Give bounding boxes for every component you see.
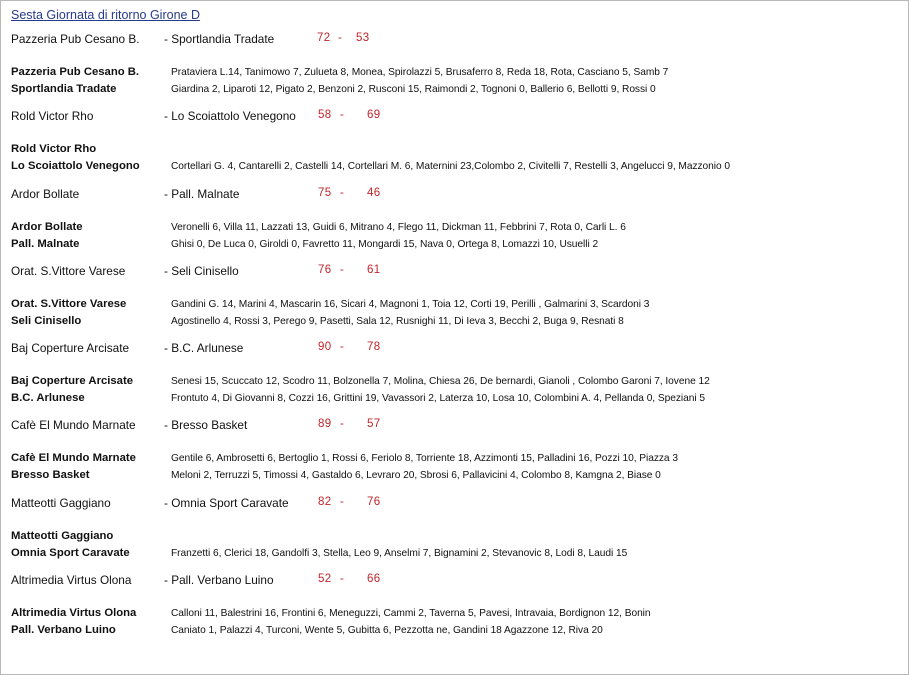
page-title[interactable]: Sesta Giornata di ritorno Girone D: [11, 8, 200, 22]
match-home-team: Matteotti Gaggiano: [11, 496, 111, 510]
team-name: Pazzeria Pub Cesano B.: [11, 66, 140, 78]
team-name: Cafè El Mundo Marnate: [11, 452, 136, 464]
match-away-team: - Omnia Sport Caravate: [164, 496, 289, 510]
match-away-team: - Bresso Basket: [164, 418, 248, 432]
detail-away: [11, 160, 901, 175]
team-name: Ardor Bollate: [11, 221, 83, 233]
score-away: 69: [367, 109, 381, 121]
team-name: Baj Coperture Arcisate: [11, 375, 134, 387]
score-away: 53: [356, 32, 370, 44]
team-name: Altrimedia Virtus Olona: [11, 607, 137, 619]
player-scores: Gandini G. 14, Marini 4, Mascarin 16, Sicari 4, Magnoni 1, Toia 12, Corti 19, Perilli , Galmarini 3, Scardoni 3: [171, 299, 650, 310]
team-name: Pall. Malnate: [11, 238, 80, 250]
detail-away: [11, 624, 901, 639]
score-home: 58: [318, 109, 332, 121]
match-home-team: Orat. S.Vittore Varese: [11, 264, 126, 278]
player-scores: Senesi 15, Scuccato 12, Scodro 11, Bolzonella 7, Molina, Chiesa 26, De bernardi, Gianoli , Colombo Garoni 7, Iovene 12: [171, 376, 710, 387]
player-scores: Giardina 2, Liparoti 12, Pigato 2, Benzoni 2, Rusconi 15, Raimondi 2, Tognoni 0, Ballerio 6, Bellotti 9, Rossi 0: [171, 84, 656, 95]
player-scores: Agostinello 4, Rossi 3, Perego 9, Pasetti, Sala 12, Rusnighi 11, Di Ieva 3, Becchi 2, Buga 9, Resnati 8: [171, 316, 624, 327]
match-row: [11, 264, 901, 279]
detail-away: [11, 547, 901, 562]
team-name: B.C. Arlunese: [11, 392, 85, 404]
match-row: [11, 187, 901, 202]
detail-away: [11, 392, 901, 407]
player-scores: Meloni 2, Terruzzi 5, Timossi 4, Gastaldo 6, Levraro 20, Sbrosi 6, Pallavicini 4, Colombo 8, Kamgna 2, Biase 0: [171, 470, 661, 481]
score-home: 82: [318, 496, 332, 508]
score-away: 46: [367, 187, 381, 199]
score-home: 72: [317, 32, 331, 44]
match-away-team: - Pall. Malnate: [164, 187, 240, 201]
detail-away: [11, 83, 901, 98]
score-away: 76: [367, 496, 381, 508]
detail-home: [11, 375, 901, 390]
match-home-team: Cafè El Mundo Marnate: [11, 418, 136, 432]
team-name: Rold Victor Rho: [11, 143, 97, 155]
player-scores: Caniato 1, Palazzi 4, Turconi, Wente 5, Gubitta 6, Pezzotta ne, Gandini 18 Agazzone 12, Riva 20: [171, 625, 603, 636]
score-separator: -: [340, 264, 345, 276]
score-separator: -: [340, 573, 345, 585]
team-name: Pall. Verbano Luino: [11, 624, 116, 636]
player-scores: Frontuto 4, Di Giovanni 8, Cozzi 16, Grittini 19, Vavassori 2, Laterza 10, Losa 10, Colombini A. 4, Pellanda 0, Speziani 5: [171, 393, 705, 404]
score-away: 66: [367, 573, 381, 585]
team-name: Bresso Basket: [11, 469, 90, 481]
match-away-team: - Seli Cinisello: [164, 264, 239, 278]
player-scores: Gentile 6, Ambrosetti 6, Bertoglio 1, Rossi 6, Feriolo 8, Torriente 18, Azzimonti 15, Palladini 16, Pozzi 10, Piazza 3: [171, 453, 678, 464]
match-home-team: Baj Coperture Arcisate: [11, 341, 130, 355]
player-scores: Veronelli 6, Villa 11, Lazzati 13, Guidi 6, Mitrano 4, Flego 11, Dickman 11, Febbrini 7, Rota 0, Carli L. 6: [171, 222, 626, 233]
match-away-team: - Sportlandia Tradate: [164, 32, 275, 46]
score-away: 78: [367, 341, 381, 353]
score-home: 52: [318, 573, 332, 585]
team-name: Matteotti Gaggiano: [11, 530, 114, 542]
detail-home: [11, 298, 901, 313]
match-away-team: - Pall. Verbano Luino: [164, 573, 274, 587]
player-scores: Prataviera L.14, Tanimowo 7, Zulueta 8, Monea, Spirolazzi 5, Brusaferro 8, Reda 18, Rota, Casciano 5, Samb 7: [171, 67, 669, 78]
detail-away: [11, 469, 901, 484]
player-scores: Franzetti 6, Clerici 18, Gandolfi 3, Stella, Leo 9, Anselmi 7, Bignamini 2, Stevanovic 8, Lodi 8, Laudi 15: [171, 548, 628, 559]
match-home-team: Pazzeria Pub Cesano B.: [11, 32, 140, 46]
team-name: Lo Scoiattolo Venegono: [11, 160, 140, 172]
score-separator: -: [340, 109, 345, 121]
score-separator: -: [340, 418, 345, 430]
score-away: 57: [367, 418, 381, 430]
match-row: [11, 496, 901, 511]
score-home: 89: [318, 418, 332, 430]
match-home-team: Altrimedia Virtus Olona: [11, 573, 132, 587]
detail-away: [11, 238, 901, 253]
score-home: 76: [318, 264, 332, 276]
match-row: [11, 418, 901, 433]
detail-home: [11, 452, 901, 467]
match-away-team: - B.C. Arlunese: [164, 341, 244, 355]
match-row: [11, 109, 901, 124]
match-home-team: Rold Victor Rho: [11, 109, 94, 123]
detail-home: [11, 66, 901, 81]
match-row: [11, 32, 901, 47]
match-row: [11, 341, 901, 356]
team-name: Omnia Sport Caravate: [11, 547, 130, 559]
team-name: Seli Cinisello: [11, 315, 82, 327]
detail-away: [11, 315, 901, 330]
score-away: 61: [367, 264, 381, 276]
player-scores: Cortellari G. 4, Cantarelli 2, Castelli 14, Cortellari M. 6, Maternini 23,Colombo 2, Civitelli 7, Restelli 3, Angelucci 9, Mazzonio 0: [171, 161, 730, 172]
detail-home: [11, 221, 901, 236]
score-separator: -: [338, 32, 343, 44]
detail-home: [11, 530, 901, 545]
score-separator: -: [340, 496, 345, 508]
score-home: 90: [318, 341, 332, 353]
match-row: [11, 573, 901, 588]
match-home-team: Ardor Bollate: [11, 187, 80, 201]
score-separator: -: [340, 341, 345, 353]
detail-home: [11, 143, 901, 158]
player-scores: Calloni 11, Balestrini 16, Frontini 6, Meneguzzi, Cammi 2, Taverna 5, Pavesi, Intravaia, Bordignon 12, Bonin: [171, 608, 651, 619]
player-scores: Ghisi 0, De Luca 0, Giroldi 0, Favretto 11, Mongardi 15, Nava 0, Ortega 8, Lomazzi 10, Usuelli 2: [171, 239, 599, 250]
match-away-team: - Lo Scoiattolo Venegono: [164, 109, 296, 123]
detail-home: [11, 607, 901, 622]
score-home: 75: [318, 187, 332, 199]
score-separator: -: [340, 187, 345, 199]
team-name: Sportlandia Tradate: [11, 83, 117, 95]
team-name: Orat. S.Vittore Varese: [11, 298, 127, 310]
